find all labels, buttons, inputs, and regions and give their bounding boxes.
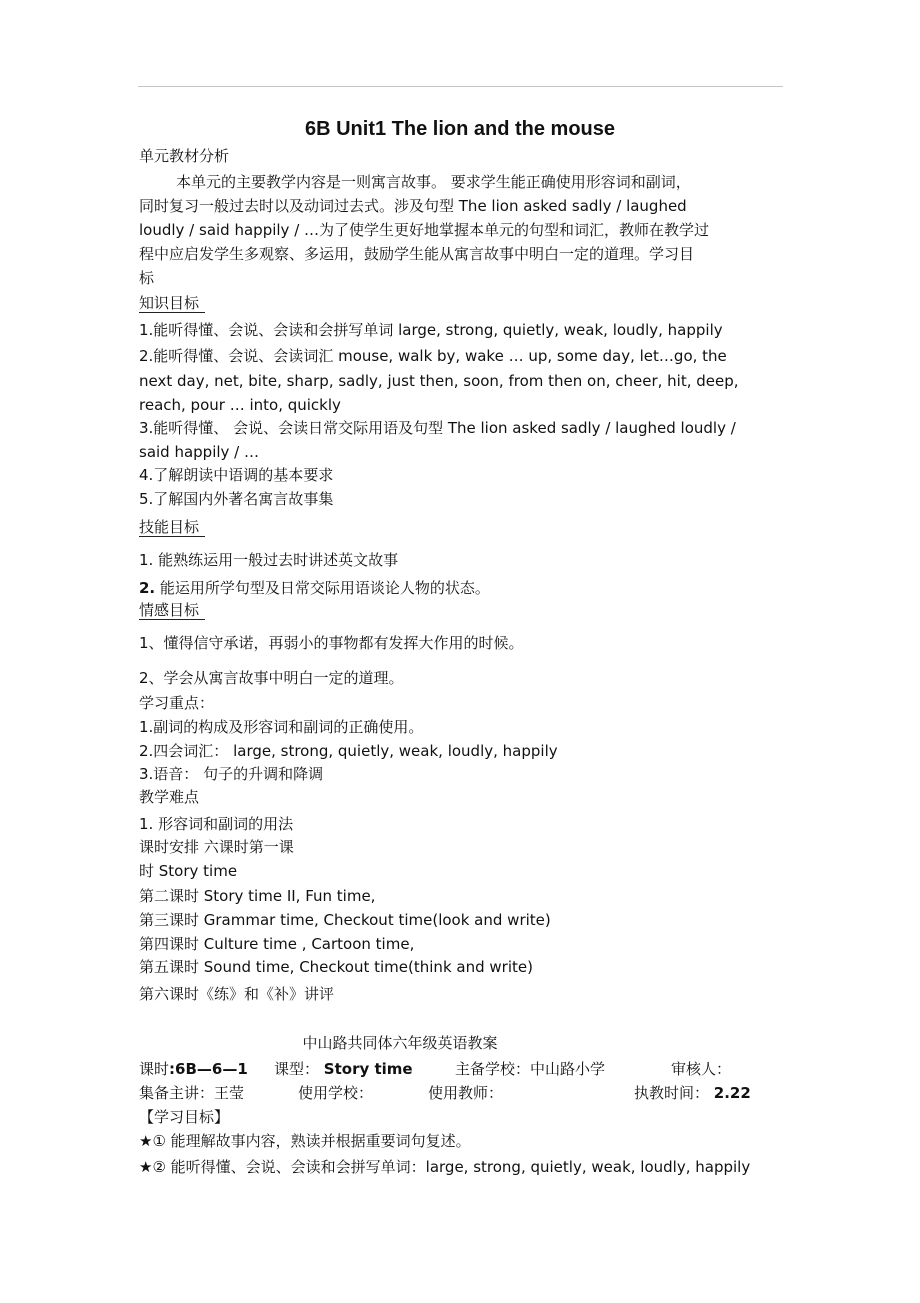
lesson-type-label: 课型： [274, 1060, 320, 1078]
emotion-item: 2、学会从寓言故事中明白一定的道理。 [139, 669, 404, 687]
knowledge-heading-text: 知识目标 [139, 294, 205, 313]
schedule-line: 课时安排 六课时第一课 [139, 838, 294, 856]
schedule-line: 第五课时 Sound time, Checkout time(think and write) [139, 958, 533, 976]
knowledge-item: 1.能听得懂、会说、会读和会拼写单词 large, strong, quietly, weak, loudly, happily [139, 321, 723, 339]
knowledge-item: 4.了解朗读中语调的基本要求 [139, 466, 334, 484]
analysis-line: 程中应启发学生多观察、多运用，鼓励学生能从寓言故事中明白一定的道理。学习目 [139, 245, 695, 263]
analysis-line: 本单元的主要教学内容是一则寓言故事。 要求学生能正确使用形容词和副词， [176, 173, 691, 191]
lesson-type-value: Story time [323, 1060, 413, 1078]
lesson-plan-title: 中山路共同体六年级英语教案 [302, 1034, 498, 1052]
schedule-line: 时 Story time [139, 862, 238, 880]
schedule-line: 第三课时 Grammar time, Checkout time(look and write) [139, 911, 551, 929]
schedule-line: 第二课时 Story time II, Fun time, [139, 887, 376, 905]
document-title: 6B Unit1 The lion and the mouse [304, 118, 616, 140]
schedule-line: 第四课时 Culture time , Cartoon time, [139, 935, 415, 953]
difficulty-item: 1. 形容词和副词的用法 [139, 815, 294, 833]
main-school: 主备学校：中山路小学 [455, 1060, 606, 1078]
knowledge-item: 5.了解国内外著名寓言故事集 [139, 490, 334, 508]
header-rule [138, 86, 783, 87]
knowledge-item: reach, pour … into, quickly [139, 396, 341, 414]
knowledge-item: 2.能听得懂、会说、会读词汇 mouse, walk by, wake … up, some day, let…go, the [139, 347, 727, 365]
knowledge-heading [139, 293, 205, 313]
emotion-item: 1、懂得信守承诺，再弱小的事物都有发挥大作用的时候。 [139, 634, 524, 652]
knowledge-item: said happily / … [139, 443, 260, 461]
using-teacher: 使用教师： [428, 1084, 504, 1102]
key-points-heading: 学习重点： [139, 694, 215, 712]
schedule-line: 第六课时《练》和《补》讲评 [139, 985, 335, 1003]
skills-item: 1. 能熟练运用一般过去时讲述英文故事 [139, 551, 399, 569]
analysis-line: 同时复习一般过去时以及动词过去式。涉及句型 The lion asked sadly / laughed [139, 197, 687, 215]
objective-item: ★① 能理解故事内容，熟读并根据重要词句复述。 [139, 1132, 471, 1150]
lesson-type [274, 1059, 413, 1079]
objective-item: ★② 能听得懂、会说、会读和会拼写单词：large, strong, quietly, weak, loudly, happily [139, 1158, 751, 1176]
emotion-heading [139, 600, 205, 620]
skills-item-number: 2. [139, 579, 156, 597]
exec-time [634, 1083, 751, 1103]
reviewer: 审核人： [671, 1060, 732, 1078]
lesson-value: :6B—6—1 [169, 1060, 248, 1078]
knowledge-item: next day, net, bite, sharp, sadly, just then, soon, from then on, cheer, hit, deep, [139, 372, 739, 390]
key-point-item: 2.四会词汇： large, strong, quietly, weak, loudly, happily [139, 742, 558, 760]
knowledge-item: 3.能听得懂、 会说、会读日常交际用语及句型 The lion asked sadly / laughed loudly / [139, 419, 736, 437]
skills-item-text: 能运用所学句型及日常交际用语谈论人物的状态。 [155, 579, 490, 597]
objectives-heading: 【学习目标】 [139, 1108, 230, 1126]
presenter: 集备主讲：王莹 [139, 1084, 245, 1102]
using-school: 使用学校： [298, 1084, 374, 1102]
skills-heading-text: 技能目标 [139, 518, 205, 537]
exec-time-label: 执教时间： [634, 1084, 710, 1102]
unit-analysis-heading: 单元教材分析 [139, 147, 230, 165]
lesson-label [139, 1059, 248, 1079]
difficulties-heading: 教学难点 [139, 788, 200, 806]
emotion-heading-text: 情感目标 [139, 601, 205, 620]
skills-heading [139, 517, 205, 537]
exec-time-value: 2.22 [713, 1084, 751, 1102]
key-point-item: 1.副词的构成及形容词和副词的正确使用。 [139, 718, 424, 736]
analysis-line: loudly / said happily / …为了使学生更好地掌握本单元的句型和词汇，教师在教学过 [139, 221, 710, 239]
key-point-item: 3.语音： 句子的升调和降调 [139, 765, 324, 783]
analysis-line: 标 [139, 269, 155, 287]
skills-item [139, 578, 490, 598]
lesson-label-text: 课时 [139, 1060, 170, 1078]
